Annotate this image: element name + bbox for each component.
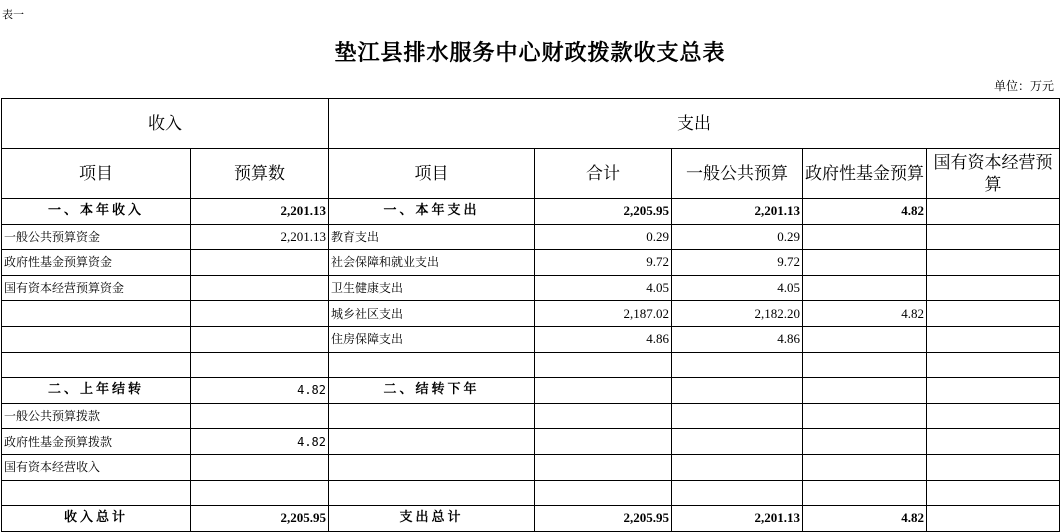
state-capital-budget [927,352,1060,378]
state-capital-budget [927,480,1060,506]
table-row [2,378,1060,404]
state-capital-budget [927,275,1060,301]
expense-item: 二、结转下年 [329,378,535,404]
table-row [2,352,1060,378]
col-state-capital-budget: 国有资本经营预算 [927,149,1060,199]
expense-item [329,429,535,455]
income-total-label: 收入总计 [2,506,191,532]
table-row [2,403,1060,429]
table-row [2,275,1060,301]
expense-total [535,429,672,455]
table-row [2,326,1060,352]
income-section-header: 收入 [2,99,329,149]
income-amount [191,403,329,429]
general-budget [672,429,803,455]
state-capital-budget [927,378,1060,404]
state-capital-budget [927,403,1060,429]
income-amount: 2,201.13 [191,224,329,250]
income-amount: 4.82 [191,378,329,404]
expense-total [535,378,672,404]
table-number: 表一 [2,8,24,21]
expense-section-header: 支出 [329,99,1060,149]
expense-total [535,352,672,378]
gov-fund-budget [803,224,927,250]
income-item: 政府性基金预算资金 [2,250,191,276]
state-capital-budget [927,250,1060,276]
general-budget: 0.29 [672,224,803,250]
general-budget [672,454,803,480]
income-item: 一般公共预算拨款 [2,403,191,429]
expense-item [329,454,535,480]
general-budget: 9.72 [672,250,803,276]
col-income-item: 项目 [2,149,191,199]
state-capital-budget [927,301,1060,327]
page-title: 垫江县排水服务中心财政拨款收支总表 [334,40,726,66]
table-row [2,250,1060,276]
income-total-amount: 2,205.95 [191,506,329,532]
general-budget [672,403,803,429]
state-capital-budget [927,429,1060,455]
income-amount [191,301,329,327]
finance-table [1,98,1060,532]
col-gov-fund-budget: 政府性基金预算 [803,149,927,199]
income-amount [191,480,329,506]
income-amount [191,275,329,301]
income-item [2,301,191,327]
gov-fund-budget [803,480,927,506]
gov-fund-budget: 4.82 [803,199,927,225]
income-amount [191,454,329,480]
income-amount: 4.82 [191,429,329,455]
income-item: 国有资本经营收入 [2,454,191,480]
state-capital-budget-total [927,506,1060,532]
expense-total: 0.29 [535,224,672,250]
state-capital-budget [927,224,1060,250]
expense-item: 住房保障支出 [329,326,535,352]
income-amount [191,250,329,276]
gov-fund-budget [803,403,927,429]
expense-item: 一、本年支出 [329,199,535,225]
table-row [2,224,1060,250]
income-item: 二、上年结转 [2,378,191,404]
general-budget: 2,201.13 [672,199,803,225]
general-budget [672,378,803,404]
income-item: 一、本年收入 [2,199,191,225]
gov-fund-budget [803,275,927,301]
income-item: 一般公共预算资金 [2,224,191,250]
income-amount [191,326,329,352]
gov-fund-budget-total: 4.82 [803,506,927,532]
col-general-budget: 一般公共预算 [672,149,803,199]
gov-fund-budget: 4.82 [803,301,927,327]
gov-fund-budget [803,250,927,276]
expense-total-amount: 2,205.95 [535,506,672,532]
gov-fund-budget [803,378,927,404]
expense-total: 4.05 [535,275,672,301]
gov-fund-budget [803,326,927,352]
table-row [2,301,1060,327]
table-row [2,429,1060,455]
expense-total: 2,187.02 [535,301,672,327]
general-budget [672,352,803,378]
general-budget-total: 2,201.13 [672,506,803,532]
table-row [2,480,1060,506]
table-row-total [2,506,1060,532]
state-capital-budget [927,326,1060,352]
col-expense-item: 项目 [329,149,535,199]
income-amount [191,352,329,378]
expense-item [329,403,535,429]
expense-item [329,352,535,378]
expense-total: 9.72 [535,250,672,276]
col-expense-total: 合计 [535,149,672,199]
general-budget: 4.05 [672,275,803,301]
expense-total: 2,205.95 [535,199,672,225]
col-income-budget: 预算数 [191,149,329,199]
expense-item: 社会保障和就业支出 [329,250,535,276]
expense-item [329,480,535,506]
income-item [2,326,191,352]
income-item: 国有资本经营预算资金 [2,275,191,301]
general-budget [672,480,803,506]
gov-fund-budget [803,429,927,455]
expense-total [535,454,672,480]
table-row [2,199,1060,225]
gov-fund-budget [803,454,927,480]
income-item [2,480,191,506]
state-capital-budget [927,454,1060,480]
income-amount: 2,201.13 [191,199,329,225]
income-item: 政府性基金预算拨款 [2,429,191,455]
general-budget: 2,182.20 [672,301,803,327]
expense-total [535,403,672,429]
general-budget: 4.86 [672,326,803,352]
expense-total: 4.86 [535,326,672,352]
gov-fund-budget [803,352,927,378]
income-item [2,352,191,378]
expense-total [535,480,672,506]
table-row [2,454,1060,480]
unit-label: 单位：万元 [993,79,1054,93]
expense-total-label: 支出总计 [329,506,535,532]
state-capital-budget [927,199,1060,225]
expense-item: 城乡社区支出 [329,301,535,327]
expense-item: 卫生健康支出 [329,275,535,301]
expense-item: 教育支出 [329,224,535,250]
